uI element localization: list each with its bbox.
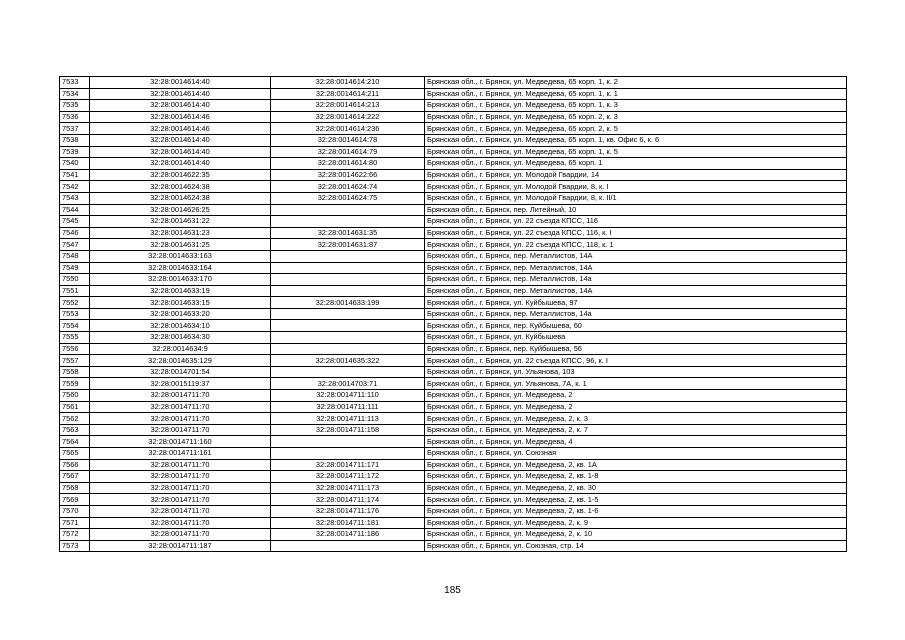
table-row — [60, 216, 847, 228]
table-row — [60, 529, 847, 541]
row-number-cell: 7550 — [60, 274, 90, 286]
parcel-cadastral-number-cell: 32:28:0014614:46 — [90, 111, 271, 123]
parcel-cadastral-number-cell: 32:28:0014633:19 — [90, 285, 271, 297]
address-cell: Брянская обл., г. Брянск, ул. Медведева, 2, кв. 1-8 — [425, 471, 847, 483]
table-row — [60, 123, 847, 135]
object-cadastral-number-cell: 32:28:0014614:211 — [271, 88, 425, 100]
address-cell: Брянская обл., г. Брянск, пер. Металлистов, 14а — [425, 308, 847, 320]
parcel-cadastral-number-cell: 32:28:0014614:46 — [90, 123, 271, 135]
row-number-cell: 7563 — [60, 424, 90, 436]
object-cadastral-number-cell — [271, 285, 425, 297]
table-row — [60, 320, 847, 332]
parcel-cadastral-number-cell: 32:28:0014633:20 — [90, 308, 271, 320]
row-number-cell: 7542 — [60, 181, 90, 193]
table-row — [60, 366, 847, 378]
address-cell: Брянская обл., г. Брянск, ул. 22 съезда КПСС, 118, к. 1 — [425, 239, 847, 251]
row-number-cell: 7534 — [60, 88, 90, 100]
address-cell: Брянская обл., г. Брянск, пер. Куйбышева, 60 — [425, 320, 847, 332]
object-cadastral-number-cell — [271, 436, 425, 448]
address-cell: Брянская обл., г. Брянск, ул. 22 съезда КПСС, 116, к. I — [425, 227, 847, 239]
table-row — [60, 262, 847, 274]
row-number-cell: 7566 — [60, 459, 90, 471]
object-cadastral-number-cell — [271, 216, 425, 228]
parcel-cadastral-number-cell: 32:28:0014614:40 — [90, 88, 271, 100]
address-cell: Брянская обл., г. Брянск, ул. Медведева, 2, кв. 1-5 — [425, 494, 847, 506]
object-cadastral-number-cell: 32:28:0014622:66 — [271, 169, 425, 181]
table-row — [60, 181, 847, 193]
object-cadastral-number-cell: 32:28:0014614:79 — [271, 146, 425, 158]
table-row — [60, 146, 847, 158]
row-number-cell: 7539 — [60, 146, 90, 158]
address-cell: Брянская обл., г. Брянск, ул. Медведева, 4 — [425, 436, 847, 448]
address-cell: Брянская обл., г. Брянск, пер. Металлистов, 14А — [425, 250, 847, 262]
table-row — [60, 482, 847, 494]
table-row — [60, 448, 847, 460]
object-cadastral-number-cell — [271, 540, 425, 552]
address-cell: Брянская обл., г. Брянск, ул. Союзная — [425, 448, 847, 460]
parcel-cadastral-number-cell: 32:28:0014711:70 — [90, 390, 271, 402]
address-cell: Брянская обл., г. Брянск, ул. Молодой Гвардии, 8, к. I — [425, 181, 847, 193]
row-number-cell: 7573 — [60, 540, 90, 552]
parcel-cadastral-number-cell: 32:28:0014701:54 — [90, 366, 271, 378]
address-cell: Брянская обл., г. Брянск, пер. Металлистов, 14А — [425, 262, 847, 274]
table-row — [60, 471, 847, 483]
table-row — [60, 517, 847, 529]
table-row — [60, 401, 847, 413]
table-row — [60, 332, 847, 344]
row-number-cell: 7554 — [60, 320, 90, 332]
parcel-cadastral-number-cell: 32:28:0014626:25 — [90, 204, 271, 216]
parcel-cadastral-number-cell: 32:28:0014631:23 — [90, 227, 271, 239]
parcel-cadastral-number-cell: 32:28:0014633:170 — [90, 274, 271, 286]
object-cadastral-number-cell: 32:28:0014711:181 — [271, 517, 425, 529]
parcel-cadastral-number-cell: 32:28:0014711:70 — [90, 471, 271, 483]
table-row — [60, 355, 847, 367]
table-row — [60, 436, 847, 448]
address-cell: Брянская обл., г. Брянск, ул. Молодой Гвардии, 14 — [425, 169, 847, 181]
register-table-body — [60, 77, 847, 552]
parcel-cadastral-number-cell: 32:28:0014614:40 — [90, 134, 271, 146]
object-cadastral-number-cell: 32:28:0014614:80 — [271, 158, 425, 170]
row-number-cell: 7549 — [60, 262, 90, 274]
parcel-cadastral-number-cell: 32:28:0014622:35 — [90, 169, 271, 181]
object-cadastral-number-cell: 32:28:0014711:113 — [271, 413, 425, 425]
object-cadastral-number-cell: 32:28:0014711:110 — [271, 390, 425, 402]
parcel-cadastral-number-cell: 32:28:0014633:164 — [90, 262, 271, 274]
table-row — [60, 540, 847, 552]
row-number-cell: 7572 — [60, 529, 90, 541]
row-number-cell: 7538 — [60, 134, 90, 146]
object-cadastral-number-cell: 32:28:0014631:87 — [271, 239, 425, 251]
parcel-cadastral-number-cell: 32:28:0014614:40 — [90, 158, 271, 170]
address-cell: Брянская обл., г. Брянск, ул. Молодой Гвардии, 8, к. II/1 — [425, 192, 847, 204]
table-row — [60, 204, 847, 216]
row-number-cell: 7559 — [60, 378, 90, 390]
row-number-cell: 7551 — [60, 285, 90, 297]
parcel-cadastral-number-cell: 32:28:0014711:161 — [90, 448, 271, 460]
address-cell: Брянская обл., г. Брянск, пер. Литейный, 10 — [425, 204, 847, 216]
parcel-cadastral-number-cell: 32:28:0014711:70 — [90, 424, 271, 436]
object-cadastral-number-cell: 32:28:0014635:322 — [271, 355, 425, 367]
table-row — [60, 424, 847, 436]
object-cadastral-number-cell: 32:28:0014711:158 — [271, 424, 425, 436]
object-cadastral-number-cell: 32:28:0014711:172 — [271, 471, 425, 483]
table-row — [60, 297, 847, 309]
table-row — [60, 378, 847, 390]
row-number-cell: 7569 — [60, 494, 90, 506]
row-number-cell: 7547 — [60, 239, 90, 251]
address-cell: Брянская обл., г. Брянск, ул. Медведева, 2, к. 7 — [425, 424, 847, 436]
row-number-cell: 7544 — [60, 204, 90, 216]
parcel-cadastral-number-cell: 32:28:0014635:129 — [90, 355, 271, 367]
parcel-cadastral-number-cell: 32:28:0014631:22 — [90, 216, 271, 228]
table-row — [60, 239, 847, 251]
object-cadastral-number-cell: 32:28:0014614:236 — [271, 123, 425, 135]
object-cadastral-number-cell — [271, 448, 425, 460]
table-row — [60, 274, 847, 286]
row-number-cell: 7533 — [60, 77, 90, 89]
address-cell: Брянская обл., г. Брянск, ул. Медведева, 2, к. 9 — [425, 517, 847, 529]
parcel-cadastral-number-cell: 32:28:0014633:163 — [90, 250, 271, 262]
table-row — [60, 169, 847, 181]
table-row — [60, 158, 847, 170]
table-row — [60, 100, 847, 112]
parcel-cadastral-number-cell: 32:28:0014624:38 — [90, 192, 271, 204]
object-cadastral-number-cell: 32:28:0014711:176 — [271, 505, 425, 517]
row-number-cell: 7546 — [60, 227, 90, 239]
parcel-cadastral-number-cell: 32:28:0015119:37 — [90, 378, 271, 390]
table-row — [60, 308, 847, 320]
table-row — [60, 111, 847, 123]
table-row — [60, 494, 847, 506]
table-row — [60, 227, 847, 239]
parcel-cadastral-number-cell: 32:28:0014711:160 — [90, 436, 271, 448]
object-cadastral-number-cell: 32:28:0014624:75 — [271, 192, 425, 204]
row-number-cell: 7552 — [60, 297, 90, 309]
table-row — [60, 459, 847, 471]
object-cadastral-number-cell: 32:28:0014614:210 — [271, 77, 425, 89]
table-row — [60, 505, 847, 517]
address-cell: Брянская обл., г. Брянск, ул. Медведева, 65 корп. 2, к. 5 — [425, 123, 847, 135]
object-cadastral-number-cell — [271, 343, 425, 355]
address-cell: Брянская обл., г. Брянск, пер. Куйбышева, 56 — [425, 343, 847, 355]
row-number-cell: 7568 — [60, 482, 90, 494]
row-number-cell: 7556 — [60, 343, 90, 355]
address-cell: Брянская обл., г. Брянск, пер. Металлистов, 14а — [425, 274, 847, 286]
table-row — [60, 134, 847, 146]
table-row — [60, 88, 847, 100]
row-number-cell: 7535 — [60, 100, 90, 112]
object-cadastral-number-cell — [271, 308, 425, 320]
address-cell: Брянская обл., г. Брянск, ул. Медведева, 65 корп. 1, к. 3 — [425, 100, 847, 112]
parcel-cadastral-number-cell: 32:28:0014711:70 — [90, 413, 271, 425]
row-number-cell: 7548 — [60, 250, 90, 262]
row-number-cell: 7570 — [60, 505, 90, 517]
address-cell: Брянская обл., г. Брянск, ул. Медведева, 65 корп. 1, к. 2 — [425, 77, 847, 89]
row-number-cell: 7557 — [60, 355, 90, 367]
table-row — [60, 192, 847, 204]
row-number-cell: 7545 — [60, 216, 90, 228]
parcel-cadastral-number-cell: 32:28:0014711:70 — [90, 494, 271, 506]
row-number-cell: 7543 — [60, 192, 90, 204]
parcel-cadastral-number-cell: 32:28:0014631:25 — [90, 239, 271, 251]
table-row — [60, 77, 847, 89]
row-number-cell: 7567 — [60, 471, 90, 483]
address-cell: Брянская обл., г. Брянск, ул. Медведева, 65 корп. 2, к. 3 — [425, 111, 847, 123]
row-number-cell: 7537 — [60, 123, 90, 135]
parcel-cadastral-number-cell: 32:28:0014711:70 — [90, 529, 271, 541]
table-row — [60, 343, 847, 355]
object-cadastral-number-cell: 32:28:0014614:213 — [271, 100, 425, 112]
row-number-cell: 7565 — [60, 448, 90, 460]
object-cadastral-number-cell — [271, 262, 425, 274]
parcel-cadastral-number-cell: 32:28:0014614:40 — [90, 77, 271, 89]
parcel-cadastral-number-cell: 32:28:0014634:9 — [90, 343, 271, 355]
table-row — [60, 250, 847, 262]
object-cadastral-number-cell — [271, 274, 425, 286]
address-cell: Брянская обл., г. Брянск, ул. Ульянова, 7А, к. 1 — [425, 378, 847, 390]
parcel-cadastral-number-cell: 32:28:0014624:38 — [90, 181, 271, 193]
page-number: 185 — [444, 585, 461, 596]
object-cadastral-number-cell — [271, 366, 425, 378]
row-number-cell: 7571 — [60, 517, 90, 529]
address-cell: Брянская обл., г. Брянск, ул. Медведева, 2, кв. 30 — [425, 482, 847, 494]
row-number-cell: 7558 — [60, 366, 90, 378]
object-cadastral-number-cell: 32:28:0014624:74 — [271, 181, 425, 193]
row-number-cell: 7541 — [60, 169, 90, 181]
row-number-cell: 7561 — [60, 401, 90, 413]
address-cell: Брянская обл., г. Брянск, ул. Медведева, 2, кв. 1-6 — [425, 505, 847, 517]
object-cadastral-number-cell: 32:28:0014711:171 — [271, 459, 425, 471]
address-cell: Брянская обл., г. Брянск, ул. 22 съезда КПСС, 96, к. I — [425, 355, 847, 367]
row-number-cell: 7555 — [60, 332, 90, 344]
object-cadastral-number-cell — [271, 332, 425, 344]
parcel-cadastral-number-cell: 32:28:0014634:10 — [90, 320, 271, 332]
parcel-cadastral-number-cell: 32:28:0014634:30 — [90, 332, 271, 344]
row-number-cell: 7564 — [60, 436, 90, 448]
parcel-cadastral-number-cell: 32:28:0014711:70 — [90, 401, 271, 413]
address-cell: Брянская обл., г. Брянск, ул. Куйбышева, 97 — [425, 297, 847, 309]
object-cadastral-number-cell — [271, 204, 425, 216]
parcel-cadastral-number-cell: 32:28:0014711:70 — [90, 482, 271, 494]
parcel-cadastral-number-cell: 32:28:0014614:40 — [90, 146, 271, 158]
object-cadastral-number-cell — [271, 250, 425, 262]
address-cell: Брянская обл., г. Брянск, ул. Медведева, 65 корп. 1 — [425, 158, 847, 170]
address-cell: Брянская обл., г. Брянск, ул. Медведева, 2 — [425, 390, 847, 402]
row-number-cell: 7553 — [60, 308, 90, 320]
row-number-cell: 7540 — [60, 158, 90, 170]
address-cell: Брянская обл., г. Брянск, ул. Медведева, 2, к. 3 — [425, 413, 847, 425]
address-cell: Брянская обл., г. Брянск, ул. Куйбышева — [425, 332, 847, 344]
row-number-cell: 7536 — [60, 111, 90, 123]
object-cadastral-number-cell: 32:28:0014711:173 — [271, 482, 425, 494]
address-cell: Брянская обл., г. Брянск, ул. Медведева, 65 корп. 1, к. 1 — [425, 88, 847, 100]
address-cell: Брянская обл., г. Брянск, ул. Медведева, 65 корп. 1, к. 5 — [425, 146, 847, 158]
address-cell: Брянская обл., г. Брянск, ул. Медведева, 2 — [425, 401, 847, 413]
parcel-cadastral-number-cell: 32:28:0014711:187 — [90, 540, 271, 552]
row-number-cell: 7562 — [60, 413, 90, 425]
address-cell: Брянская обл., г. Брянск, ул. Ульянова, 103 — [425, 366, 847, 378]
object-cadastral-number-cell: 32:28:0014711:174 — [271, 494, 425, 506]
address-cell: Брянская обл., г. Брянск, пер. Металлистов, 14А — [425, 285, 847, 297]
table-row — [60, 285, 847, 297]
address-cell: Брянская обл., г. Брянск, ул. Медведева, 2, кв. 1А — [425, 459, 847, 471]
address-cell: Брянская обл., г. Брянск, ул. Союзная, стр. 14 — [425, 540, 847, 552]
object-cadastral-number-cell: 32:28:0014711:111 — [271, 401, 425, 413]
object-cadastral-number-cell: 32:28:0014711:186 — [271, 529, 425, 541]
parcel-cadastral-number-cell: 32:28:0014614:40 — [90, 100, 271, 112]
address-cell: Брянская обл., г. Брянск, ул. Медведева, 2, к. 10 — [425, 529, 847, 541]
object-cadastral-number-cell: 32:28:0014614:78 — [271, 134, 425, 146]
object-cadastral-number-cell: 32:28:0014703:71 — [271, 378, 425, 390]
parcel-cadastral-number-cell: 32:28:0014711:70 — [90, 505, 271, 517]
address-cell: Брянская обл., г. Брянск, ул. 22 съезда КПСС, 116 — [425, 216, 847, 228]
object-cadastral-number-cell: 32:28:0014614:222 — [271, 111, 425, 123]
property-register-table — [59, 76, 847, 552]
table-row — [60, 413, 847, 425]
address-cell: Брянская обл., г. Брянск, ул. Медведева, 65 корп. 1, кв. Офис 6, к. 6 — [425, 134, 847, 146]
object-cadastral-number-cell — [271, 320, 425, 332]
parcel-cadastral-number-cell: 32:28:0014711:70 — [90, 517, 271, 529]
row-number-cell: 7560 — [60, 390, 90, 402]
parcel-cadastral-number-cell: 32:28:0014711:70 — [90, 459, 271, 471]
object-cadastral-number-cell: 32:28:0014631:35 — [271, 227, 425, 239]
object-cadastral-number-cell: 32:28:0014633:199 — [271, 297, 425, 309]
parcel-cadastral-number-cell: 32:28:0014633:15 — [90, 297, 271, 309]
table-row — [60, 390, 847, 402]
